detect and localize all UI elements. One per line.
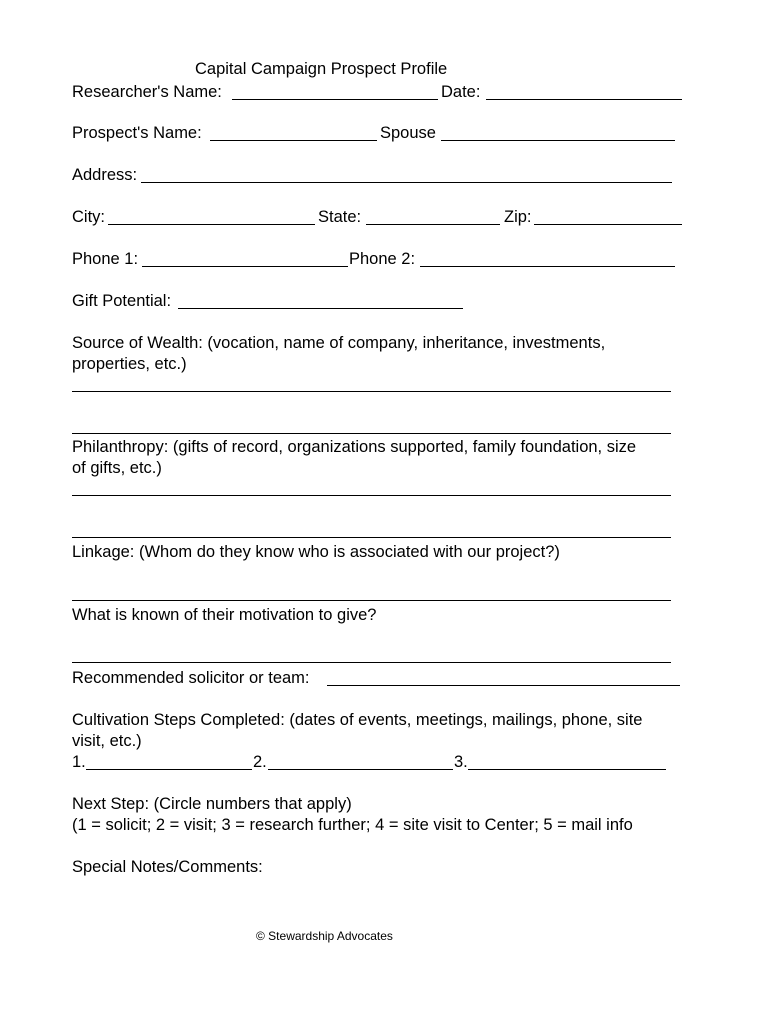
phone1-field[interactable]: [142, 248, 348, 267]
cultivation-steps-heading-cont: visit, etc.): [72, 732, 142, 750]
philanthropy-line-1[interactable]: [72, 495, 671, 496]
source-of-wealth-line-2[interactable]: [72, 433, 671, 434]
gift-potential-label: Gift Potential:: [72, 292, 172, 310]
zip-field[interactable]: [534, 206, 682, 225]
recommended-solicitor-field[interactable]: [327, 667, 680, 686]
source-of-wealth-line-1[interactable]: [72, 391, 671, 392]
philanthropy-line-2[interactable]: [72, 537, 671, 538]
linkage-heading: Linkage: (Whom do they know who is associated with our project?): [72, 543, 560, 561]
zip-label: Zip:: [504, 208, 532, 226]
next-step-options: (1 = solicit; 2 = visit; 3 = research further; 4 = site visit to Center; 5 = mail info: [72, 816, 633, 834]
phone1-label: Phone 1:: [72, 250, 139, 268]
researchers-name-label: Researcher's Name:: [72, 83, 222, 101]
linkage-line[interactable]: [72, 600, 671, 601]
city-label: City:: [72, 208, 105, 226]
cultivation-step-2-field[interactable]: [268, 751, 453, 770]
address-field[interactable]: [141, 164, 672, 183]
researchers-name-field[interactable]: [232, 81, 438, 100]
philanthropy-heading-cont: of gifts, etc.): [72, 459, 162, 477]
state-label: State:: [318, 208, 362, 226]
source-of-wealth-heading: Source of Wealth: (vocation, name of company, inheritance, investments,: [72, 334, 606, 352]
spouse-label: Spouse: [380, 124, 436, 142]
page-title: Capital Campaign Prospect Profile: [195, 60, 448, 78]
address-label: Address:: [72, 166, 138, 184]
recommended-solicitor-label: Recommended solicitor or team:: [72, 669, 310, 687]
gift-potential-field[interactable]: [178, 290, 463, 309]
date-field[interactable]: [486, 81, 682, 100]
cultivation-step-2-label: 2.: [253, 753, 267, 771]
state-field[interactable]: [366, 206, 500, 225]
phone2-label: Phone 2:: [349, 250, 416, 268]
cultivation-step-1-label: 1.: [72, 753, 86, 771]
philanthropy-heading: Philanthropy: (gifts of record, organizations supported, family foundation, size: [72, 438, 637, 456]
prospects-name-label: Prospect's Name:: [72, 124, 202, 142]
footer-copyright: © Stewardship Advocates: [256, 929, 393, 943]
special-notes-label: Special Notes/Comments:: [72, 858, 263, 876]
cultivation-steps-heading: Cultivation Steps Completed: (dates of events, meetings, mailings, phone, site: [72, 711, 643, 729]
motivation-line[interactable]: [72, 662, 671, 663]
cultivation-step-1-field[interactable]: [86, 751, 252, 770]
source-of-wealth-heading-cont: properties, etc.): [72, 355, 187, 373]
city-field[interactable]: [108, 206, 315, 225]
spouse-field[interactable]: [441, 122, 675, 141]
motivation-heading: What is known of their motivation to give?: [72, 606, 377, 624]
prospects-name-field[interactable]: [210, 122, 377, 141]
cultivation-step-3-label: 3.: [454, 753, 468, 771]
cultivation-step-3-field[interactable]: [468, 751, 666, 770]
date-label: Date:: [441, 83, 481, 101]
phone2-field[interactable]: [420, 248, 675, 267]
next-step-heading: Next Step: (Circle numbers that apply): [72, 795, 352, 813]
